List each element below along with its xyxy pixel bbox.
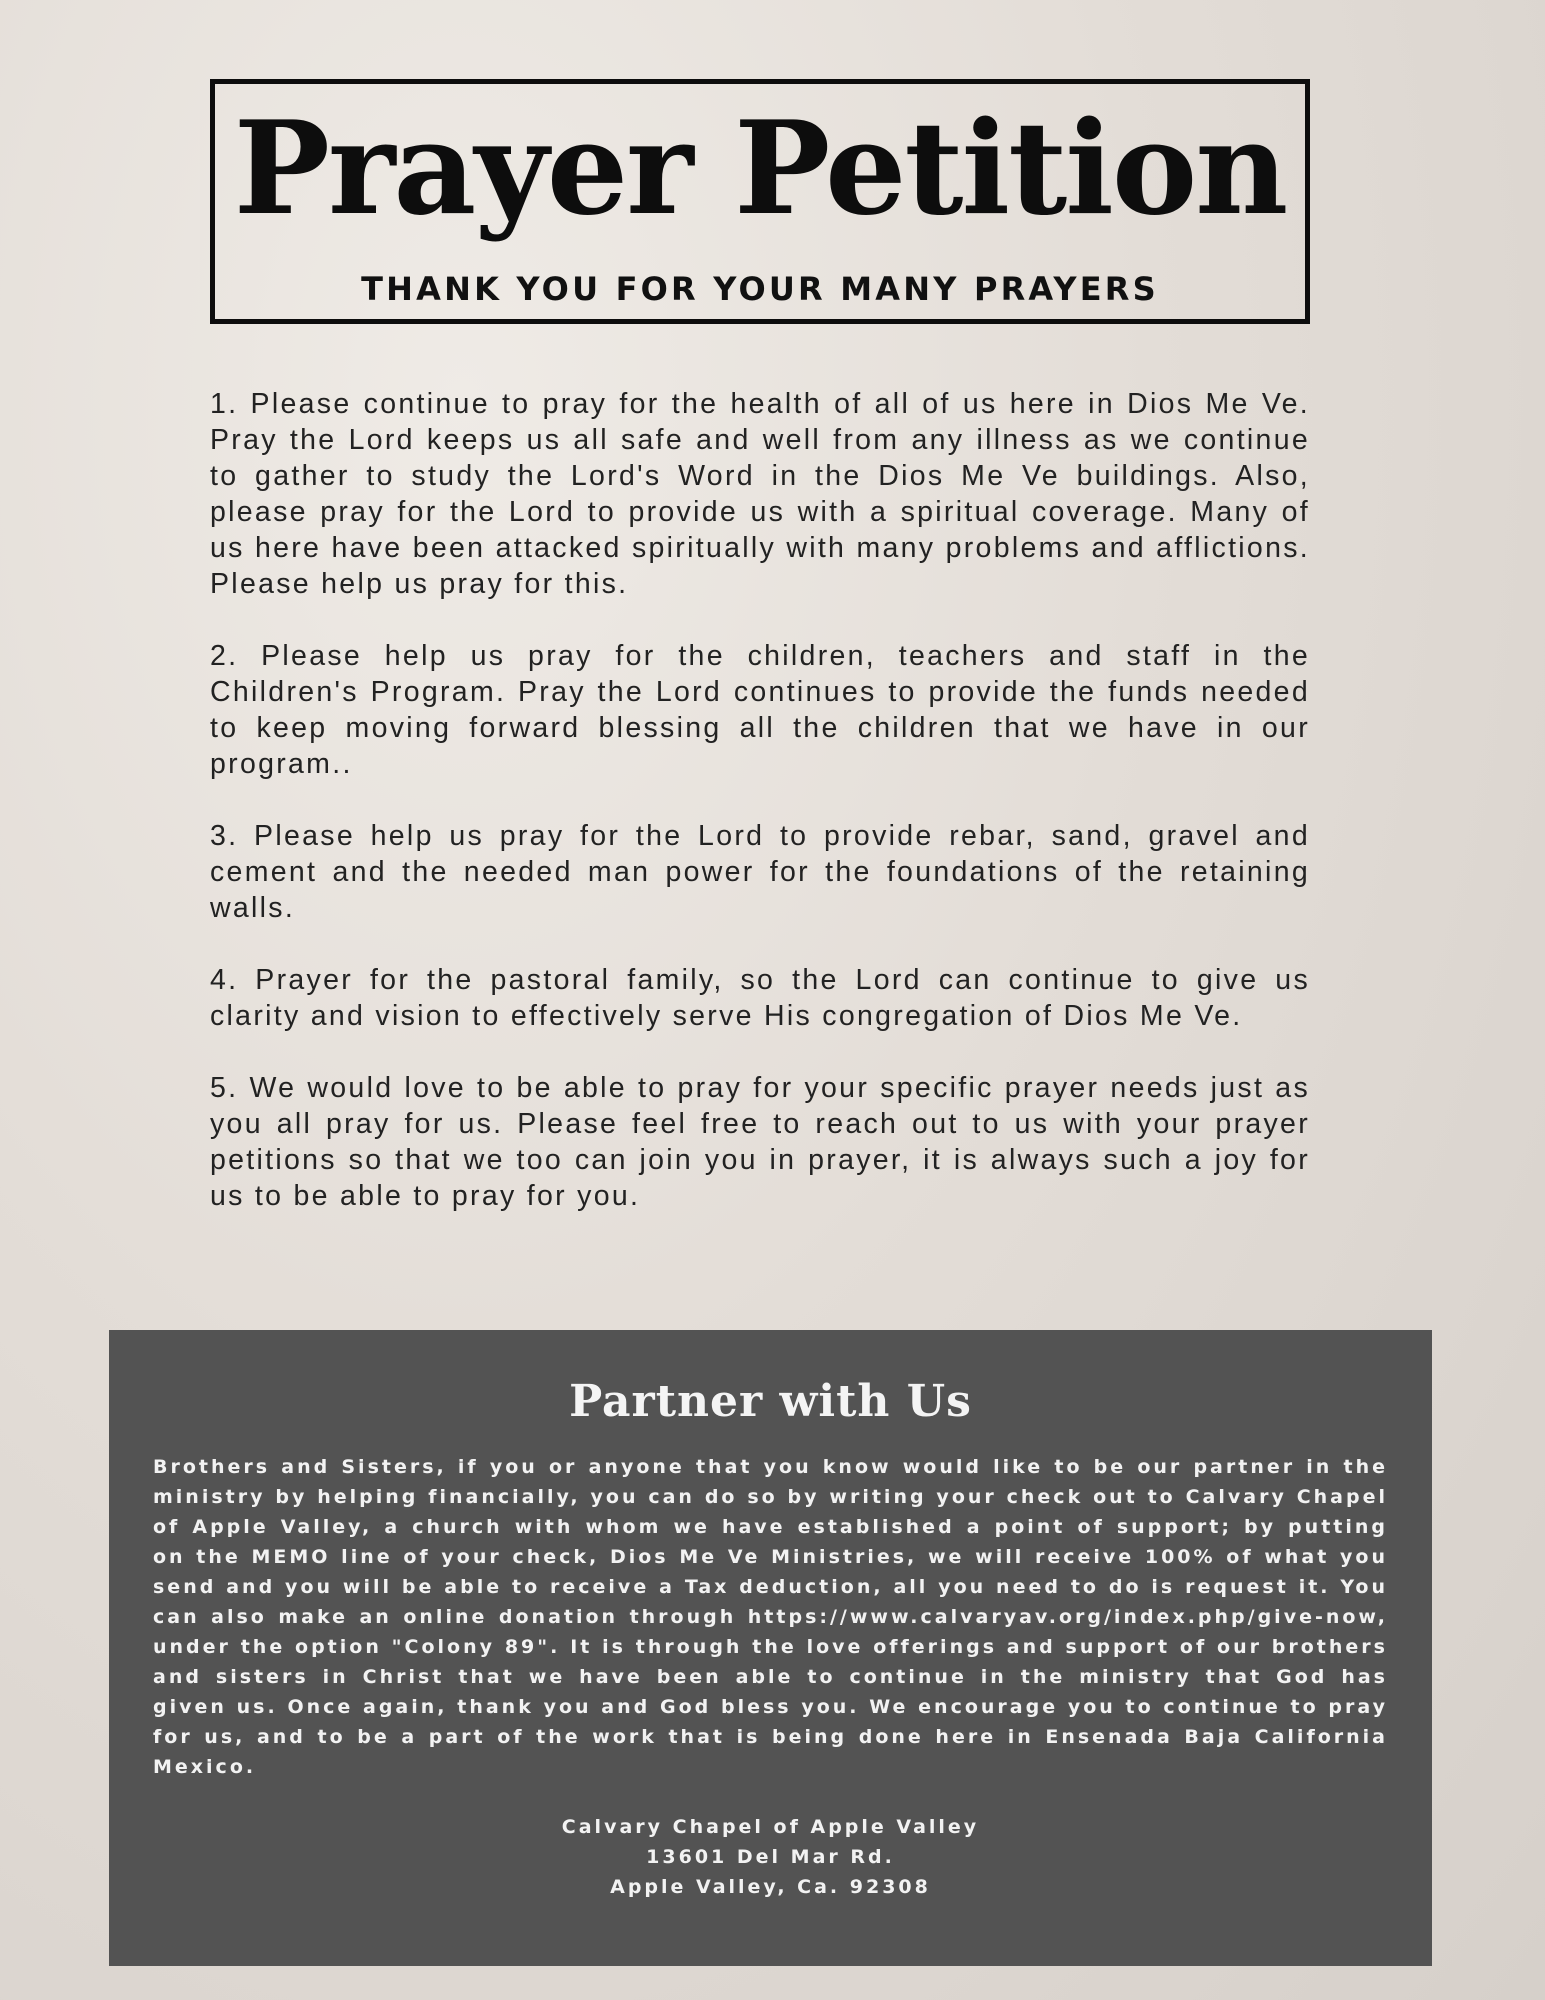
mailing-address (153, 1812, 1388, 1902)
address-line-2: 13601 Del Mar Rd. (646, 1846, 895, 1868)
address-line-3: Apple Valley, Ca. 92308 (610, 1876, 931, 1898)
petition-item-5: 5. We would love to be able to pray for your specific prayer needs just as you all pray for us. Please feel free to reach out to us with your prayer petitions so that we too can join you in prayer, it is always such a joy for us to be able to pray for you. (210, 1072, 1310, 1212)
page-title: Prayer Petition (233, 94, 1287, 244)
petition-item-1: 1. Please continue to pray for the health of all of us here in Dios Me Ve. Pray the Lord keeps us all safe and well from any illness as we continue to gather to study the Lord's Word in the Dios Me Ve buildings. Also, please pray for the Lord to provide us with a spiritual coverage. Many of us here have been attacked spiritually with many problems and afflictions. Please help us pray for this. (210, 388, 1310, 600)
partner-title: Partner with Us (569, 1376, 972, 1427)
petition-item-2: 2. Please help us pray for the children, teachers and staff in the Children's Program. Pray the Lord continues to provide the funds needed to keep moving forward blessing all the children that we have in our program.. (210, 640, 1310, 780)
petition-item-4: 4. Prayer for the pastoral family, so the Lord can continue to give us clarity and vision to effectively serve His congregation of Dios Me Ve. (210, 964, 1310, 1032)
petition-list (210, 386, 1310, 1250)
partner-section (109, 1330, 1432, 1966)
partner-body: Brothers and Sisters, if you or anyone that you know would like to be our partner in the ministry by helping financially, you can do so by writing your check out to Calvary Chapel of Apple Valley, a church with whom we have established a point of support; by putting on the MEMO line of your check, Dios Me Ve Ministries, we will receive 100% of what you send and you will be able to receive a Tax deduction, all you need to do is request it. You can also make an online donation through https://www.calvaryav.org/index.php/give-now, under the option "Colony 89". It is through the love offerings and support of our brothers and sisters in Christ that we have been able to continue in the ministry that God has given us. Once again, thank you and God bless you. We encourage you to continue to pray for us, and to be a part of the work that is being done here in Ensenada Baja California Mexico. (153, 1456, 1388, 1778)
title-box (210, 79, 1310, 324)
petition-item-3: 3. Please help us pray for the Lord to provide rebar, sand, gravel and cement and the needed man power for the foundations of the retaining walls. (210, 820, 1310, 924)
address-line-1: Calvary Chapel of Apple Valley (561, 1816, 980, 1838)
page-subtitle: THANK YOU FOR YOUR MANY PRAYERS (361, 270, 1159, 308)
